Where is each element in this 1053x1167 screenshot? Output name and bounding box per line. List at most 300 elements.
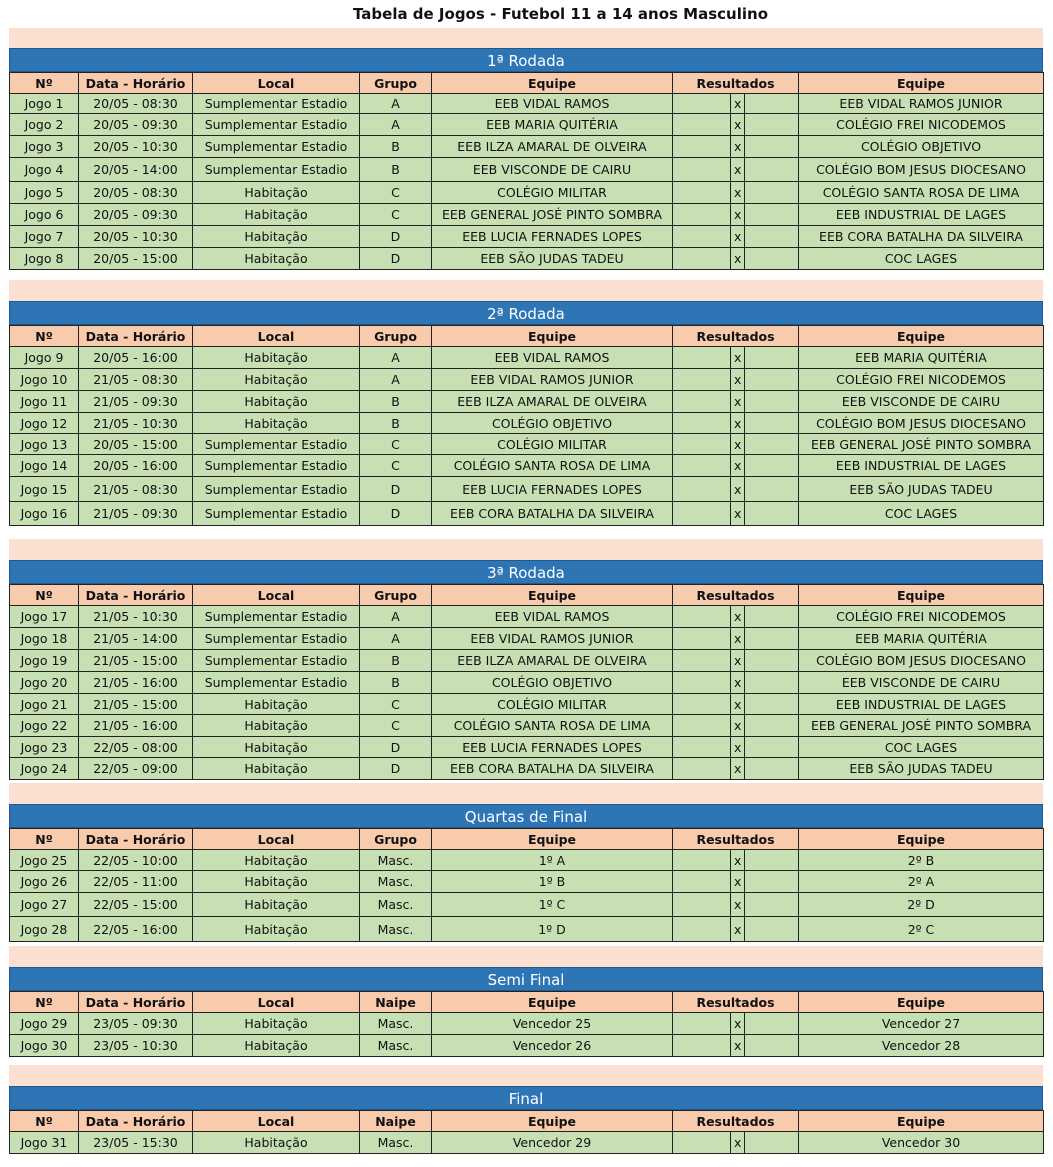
away-team: 2º C [799,917,1044,942]
away-team: COLÉGIO BOM JESUS DIOCESANO [799,650,1044,672]
table-header-row [10,326,1044,347]
column-header: Equipe [799,1111,1044,1132]
home-score[interactable] [673,1013,731,1035]
game-number: Jogo 24 [10,758,79,780]
versus-mark: x [731,893,745,917]
versus-mark: x [731,477,745,502]
away-score[interactable] [745,871,799,893]
home-team: EEB VIDAL RAMOS [432,606,673,628]
game-location: Habitação [193,1035,360,1057]
game-group: C [360,204,432,226]
game-number: Jogo 3 [10,136,79,158]
home-score[interactable] [673,917,731,942]
away-score[interactable] [745,650,799,672]
home-team: EEB MARIA QUITÉRIA [432,114,673,136]
home-score[interactable] [673,455,731,477]
section-spacer [9,1065,1043,1086]
away-team: Vencedor 28 [799,1035,1044,1057]
home-score[interactable] [673,672,731,694]
game-number: Jogo 10 [10,369,79,391]
game-datetime: 21/05 - 10:30 [79,606,193,628]
table-row [10,136,1044,158]
home-score[interactable] [673,502,731,526]
game-group: C [360,434,432,455]
versus-mark: x [731,850,745,871]
home-team: EEB GENERAL JOSÉ PINTO SOMBRA [432,204,673,226]
game-datetime: 21/05 - 08:30 [79,369,193,391]
table-row [10,502,1044,526]
game-number: Jogo 20 [10,672,79,694]
game-datetime: 21/05 - 15:00 [79,650,193,672]
away-score[interactable] [745,715,799,737]
table-row [10,94,1044,114]
table-row [10,850,1044,871]
home-team: Vencedor 25 [432,1013,673,1035]
column-header: Local [193,992,360,1013]
game-location: Habitação [193,248,360,270]
home-score[interactable] [673,136,731,158]
table-row [10,1013,1044,1035]
game-location: Habitação [193,917,360,942]
home-team: EEB ILZA AMARAL DE OLVEIRA [432,650,673,672]
home-score[interactable] [673,694,731,715]
column-header: Local [193,585,360,606]
game-group: D [360,248,432,270]
game-number: Jogo 6 [10,204,79,226]
section-spacer [9,539,1043,560]
away-team: COLÉGIO SANTA ROSA DE LIMA [799,182,1044,204]
column-header: Local [193,326,360,347]
game-number: Jogo 4 [10,158,79,182]
home-score[interactable] [673,606,731,628]
home-score[interactable] [673,413,731,434]
game-number: Jogo 23 [10,737,79,758]
game-location: Sumplementar Estadio [193,136,360,158]
home-team: EEB CORA BATALHA DA SILVEIRA [432,758,673,780]
game-number: Jogo 1 [10,94,79,114]
table-row [10,650,1044,672]
away-team: EEB VISCONDE DE CAIRU [799,391,1044,413]
table-row [10,893,1044,917]
column-header: Local [193,829,360,850]
versus-mark: x [731,248,745,270]
table-row [10,1035,1044,1057]
game-datetime: 21/05 - 16:00 [79,672,193,694]
versus-mark: x [731,347,745,369]
versus-mark: x [731,369,745,391]
column-header: Equipe [799,326,1044,347]
away-team: COLÉGIO FREI NICODEMOS [799,369,1044,391]
round-title: Final [9,1086,1043,1110]
away-score[interactable] [745,893,799,917]
away-score[interactable] [745,672,799,694]
column-header: Equipe [799,585,1044,606]
home-team: EEB ILZA AMARAL DE OLVEIRA [432,391,673,413]
game-datetime: 20/05 - 10:30 [79,136,193,158]
versus-mark: x [731,182,745,204]
home-team: 1º D [432,917,673,942]
game-location: Habitação [193,871,360,893]
game-location: Sumplementar Estadio [193,434,360,455]
game-location: Sumplementar Estadio [193,158,360,182]
game-group: Masc. [360,917,432,942]
table-row [10,204,1044,226]
home-score[interactable] [673,737,731,758]
home-team: Vencedor 26 [432,1035,673,1057]
home-team: EEB LUCIA FERNADES LOPES [432,226,673,248]
away-team: Vencedor 27 [799,1013,1044,1035]
versus-mark: x [731,672,745,694]
home-score[interactable] [673,715,731,737]
column-header: Resultados [673,585,799,606]
column-header: Resultados [673,73,799,94]
home-score[interactable] [673,347,731,369]
game-datetime: 23/05 - 09:30 [79,1013,193,1035]
away-score[interactable] [745,94,799,114]
table-row [10,114,1044,136]
home-team: COLÉGIO MILITAR [432,694,673,715]
table-row [10,477,1044,502]
away-score[interactable] [745,917,799,942]
versus-mark: x [731,917,745,942]
column-header: Equipe [799,73,1044,94]
home-team: EEB VIDAL RAMOS JUNIOR [432,369,673,391]
home-team: EEB SÃO JUDAS TADEU [432,248,673,270]
column-header: Data - Horário [79,585,193,606]
table-row [10,413,1044,434]
away-team: COC LAGES [799,502,1044,526]
game-location: Habitação [193,737,360,758]
round-title: 3ª Rodada [9,560,1043,584]
versus-mark: x [731,434,745,455]
away-team: EEB MARIA QUITÉRIA [799,347,1044,369]
game-location: Habitação [193,1013,360,1035]
game-number: Jogo 16 [10,502,79,526]
round-title: Quartas de Final [9,804,1043,828]
round-title: 1ª Rodada [9,48,1043,72]
game-number: Jogo 28 [10,917,79,942]
away-score[interactable] [745,455,799,477]
versus-mark: x [731,502,745,526]
game-datetime: 20/05 - 08:30 [79,94,193,114]
column-header: Grupo [360,829,432,850]
game-datetime: 20/05 - 15:00 [79,434,193,455]
away-score[interactable] [745,758,799,780]
game-number: Jogo 12 [10,413,79,434]
column-header: Data - Horário [79,73,193,94]
away-score[interactable] [745,434,799,455]
game-location: Habitação [193,204,360,226]
versus-mark: x [731,1013,745,1035]
column-header: Nº [10,326,79,347]
away-score[interactable] [745,628,799,650]
game-number: Jogo 22 [10,715,79,737]
column-header: Equipe [432,326,673,347]
home-team: 1º B [432,871,673,893]
table-row [10,158,1044,182]
versus-mark: x [731,758,745,780]
column-header: Naipe [360,992,432,1013]
away-team: EEB SÃO JUDAS TADEU [799,758,1044,780]
home-team: EEB LUCIA FERNADES LOPES [432,477,673,502]
home-score[interactable] [673,650,731,672]
versus-mark: x [731,715,745,737]
away-team: 2º D [799,893,1044,917]
game-location: Sumplementar Estadio [193,650,360,672]
game-number: Jogo 14 [10,455,79,477]
column-header: Naipe [360,1111,432,1132]
games-table [9,1110,1044,1154]
home-score[interactable] [673,182,731,204]
table-row [10,628,1044,650]
game-group: D [360,226,432,248]
away-team: EEB INDUSTRIAL DE LAGES [799,694,1044,715]
home-team: EEB LUCIA FERNADES LOPES [432,737,673,758]
game-location: Habitação [193,226,360,248]
column-header: Equipe [432,73,673,94]
table-row [10,347,1044,369]
away-score[interactable] [745,502,799,526]
column-header: Grupo [360,585,432,606]
table-row [10,182,1044,204]
away-team: EEB GENERAL JOSÉ PINTO SOMBRA [799,715,1044,737]
table-row [10,248,1044,270]
game-datetime: 22/05 - 10:00 [79,850,193,871]
game-number: Jogo 8 [10,248,79,270]
game-naipe: Masc. [360,1132,432,1154]
game-number: Jogo 5 [10,182,79,204]
home-score[interactable] [673,369,731,391]
away-score[interactable] [745,737,799,758]
away-score[interactable] [745,850,799,871]
game-datetime: 21/05 - 10:30 [79,413,193,434]
game-datetime: 22/05 - 16:00 [79,917,193,942]
home-score[interactable] [673,477,731,502]
column-header: Nº [10,829,79,850]
game-group: A [360,114,432,136]
table-header-row [10,829,1044,850]
away-score[interactable] [745,204,799,226]
table-row [10,871,1044,893]
game-location: Habitação [193,413,360,434]
table-row [10,672,1044,694]
game-datetime: 20/05 - 09:30 [79,114,193,136]
home-score[interactable] [673,434,731,455]
game-location: Sumplementar Estadio [193,606,360,628]
home-score[interactable] [673,248,731,270]
home-score[interactable] [673,114,731,136]
versus-mark: x [731,1132,745,1154]
home-team: EEB VISCONDE DE CAIRU [432,158,673,182]
column-header: Nº [10,992,79,1013]
away-team: EEB SÃO JUDAS TADEU [799,477,1044,502]
game-number: Jogo 15 [10,477,79,502]
game-naipe: Masc. [360,1013,432,1035]
game-group: D [360,737,432,758]
versus-mark: x [731,204,745,226]
away-score[interactable] [745,114,799,136]
game-group: A [360,628,432,650]
round-section [9,48,1043,270]
home-score[interactable] [673,1035,731,1057]
away-score[interactable] [745,1035,799,1057]
home-team: COLÉGIO OBJETIVO [432,413,673,434]
home-team: EEB VIDAL RAMOS [432,94,673,114]
versus-mark: x [731,628,745,650]
home-team: COLÉGIO MILITAR [432,182,673,204]
table-row [10,455,1044,477]
home-score[interactable] [673,226,731,248]
versus-mark: x [731,158,745,182]
away-score[interactable] [745,413,799,434]
game-group: B [360,136,432,158]
table-header-row [10,992,1044,1013]
away-score[interactable] [745,347,799,369]
game-group: C [360,182,432,204]
column-header: Data - Horário [79,326,193,347]
away-score[interactable] [745,1132,799,1154]
versus-mark: x [731,606,745,628]
game-datetime: 21/05 - 15:00 [79,694,193,715]
home-team: EEB ILZA AMARAL DE OLVEIRA [432,136,673,158]
section-spacer [9,783,1043,804]
game-datetime: 22/05 - 11:00 [79,871,193,893]
game-location: Habitação [193,1132,360,1154]
column-header: Equipe [432,829,673,850]
home-score[interactable] [673,850,731,871]
away-score[interactable] [745,248,799,270]
game-datetime: 21/05 - 08:30 [79,477,193,502]
away-team: EEB MARIA QUITÉRIA [799,628,1044,650]
game-group: Masc. [360,871,432,893]
away-team: COLÉGIO BOM JESUS DIOCESANO [799,413,1044,434]
away-team: COLÉGIO FREI NICODEMOS [799,606,1044,628]
home-score[interactable] [673,158,731,182]
away-score[interactable] [745,158,799,182]
game-naipe: Masc. [360,1035,432,1057]
table-row [10,737,1044,758]
game-number: Jogo 29 [10,1013,79,1035]
versus-mark: x [731,226,745,248]
column-header: Grupo [360,73,432,94]
versus-mark: x [731,391,745,413]
away-score[interactable] [745,226,799,248]
away-score[interactable] [745,136,799,158]
home-team: EEB VIDAL RAMOS JUNIOR [432,628,673,650]
game-group: Masc. [360,850,432,871]
game-location: Sumplementar Estadio [193,672,360,694]
game-location: Habitação [193,391,360,413]
home-score[interactable] [673,893,731,917]
away-score[interactable] [745,477,799,502]
home-score[interactable] [673,204,731,226]
game-datetime: 20/05 - 09:30 [79,204,193,226]
game-location: Habitação [193,347,360,369]
home-score[interactable] [673,94,731,114]
game-number: Jogo 9 [10,347,79,369]
game-datetime: 22/05 - 15:00 [79,893,193,917]
game-group: A [360,606,432,628]
away-team: COLÉGIO BOM JESUS DIOCESANO [799,158,1044,182]
table-row [10,606,1044,628]
game-number: Jogo 25 [10,850,79,871]
away-team: COLÉGIO FREI NICODEMOS [799,114,1044,136]
away-team: COC LAGES [799,737,1044,758]
away-score[interactable] [745,369,799,391]
table-header-row [10,1111,1044,1132]
table-row [10,715,1044,737]
games-table [9,72,1044,270]
column-header: Resultados [673,829,799,850]
home-team: COLÉGIO SANTA ROSA DE LIMA [432,715,673,737]
game-datetime: 22/05 - 09:00 [79,758,193,780]
section-spacer [9,946,1043,967]
home-team: COLÉGIO SANTA ROSA DE LIMA [432,455,673,477]
round-section [9,1086,1043,1154]
away-score[interactable] [745,391,799,413]
game-group: D [360,758,432,780]
home-team: EEB VIDAL RAMOS [432,347,673,369]
game-location: Habitação [193,715,360,737]
away-score[interactable] [745,606,799,628]
column-header: Resultados [673,992,799,1013]
round-section [9,804,1043,942]
game-group: D [360,502,432,526]
game-group: B [360,413,432,434]
game-location: Sumplementar Estadio [193,628,360,650]
column-header: Local [193,73,360,94]
column-header: Equipe [432,585,673,606]
away-team: EEB INDUSTRIAL DE LAGES [799,204,1044,226]
home-score[interactable] [673,628,731,650]
game-group: A [360,347,432,369]
game-location: Sumplementar Estadio [193,114,360,136]
game-number: Jogo 27 [10,893,79,917]
away-score[interactable] [745,694,799,715]
home-team: COLÉGIO OBJETIVO [432,672,673,694]
game-group: B [360,158,432,182]
column-header: Data - Horário [79,829,193,850]
game-number: Jogo 13 [10,434,79,455]
game-group: A [360,94,432,114]
table-row [10,391,1044,413]
game-location: Sumplementar Estadio [193,502,360,526]
away-team: EEB VIDAL RAMOS JUNIOR [799,94,1044,114]
games-table [9,584,1044,780]
home-score[interactable] [673,871,731,893]
versus-mark: x [731,737,745,758]
column-header: Equipe [432,1111,673,1132]
game-group: C [360,694,432,715]
home-score[interactable] [673,391,731,413]
column-header: Resultados [673,326,799,347]
home-score[interactable] [673,758,731,780]
home-score[interactable] [673,1132,731,1154]
game-location: Habitação [193,850,360,871]
game-number: Jogo 30 [10,1035,79,1057]
away-score[interactable] [745,182,799,204]
games-table [9,991,1044,1057]
away-score[interactable] [745,1013,799,1035]
column-header: Local [193,1111,360,1132]
game-location: Habitação [193,369,360,391]
games-table [9,325,1044,526]
away-team: 2º A [799,871,1044,893]
game-location: Sumplementar Estadio [193,477,360,502]
game-location: Habitação [193,694,360,715]
game-number: Jogo 18 [10,628,79,650]
table-row [10,226,1044,248]
